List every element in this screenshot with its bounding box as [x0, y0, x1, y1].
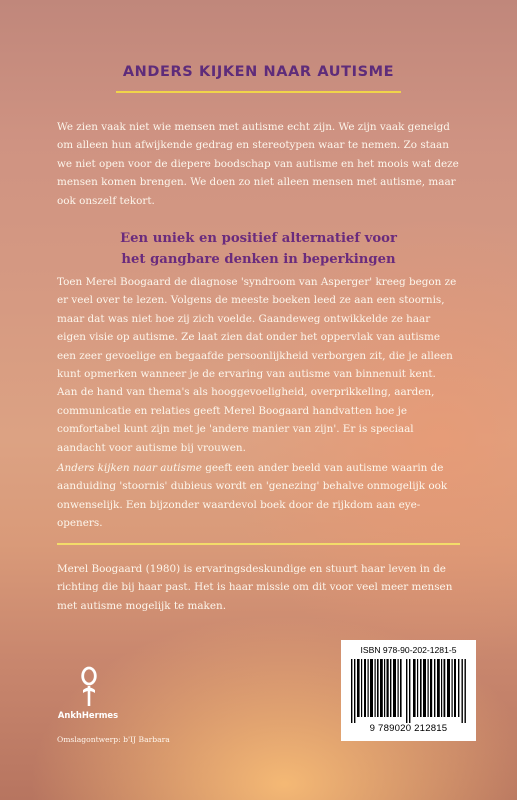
cover-design-credit: Omslagontwerp: b'IJ Barbara: [57, 735, 170, 744]
body-section: [57, 273, 461, 457]
ankhhermes-logo-icon: [80, 666, 98, 708]
body-paragraph-1: Toen Merel Boogaard de diagnose 'syndroom van Asperger' kreeg begon ze er veel over te lezen. Volgens de meeste boeken leed ze aan een stoornis, maar dat was niet hoe zij zich voelde. Gaandeweg ontwikkelde ze haar eigen visie op autisme. Ze laat zien dat onder het oppervlak van autisme een zeer gevoelige en begaafde persoonlijkheid verborgen zit, die je alleen kunt opmerken wanneer je de ervaring van autisme van binnenuit kent.: [57, 276, 457, 381]
body-paragraph-3-text: geeft een ander beeld van autisme waarin de aanduiding 'stoornis' dubieus wordt en 'genezing' behalve onmogelijk ook onwenselijk. Een bijzonder waardevol boek door de rijkdom aan eye-openers.: [57, 462, 448, 530]
body-paragraph-3: [57, 459, 461, 533]
barcode-bars-icon: [351, 659, 466, 723]
body-paragraph-2: Aan de hand van thema's als hooggevoeligheid, overprikkeling, aarden, communicatie en relaties geeft Merel Boogaard handvatten hoe je comfortabel kunt zijn met je 'andere manier van zijn'. Er is speciaal aandacht voor autisme bij vrouwen.: [57, 386, 435, 454]
subtitle-line-2: het gangbare denken in beperkingen: [121, 252, 396, 267]
isbn-number: ISBN 978-90-202-1281-5: [360, 645, 457, 655]
subtitle: [30, 228, 487, 270]
barcode: [341, 640, 476, 741]
bio-divider: [57, 543, 460, 545]
publisher-name: AnkhHermes: [57, 710, 119, 720]
barcode-digits: 9 789020 212815: [369, 723, 448, 734]
book-title-italic: Anders kijken naar autisme: [57, 462, 202, 474]
author-bio: Merel Boogaard (1980) is ervaringsdeskundige en stuurt haar leven in de richting die bij haar past. Het is haar missie om dit voor veel meer mensen met autisme mogelijk te maken.: [57, 563, 453, 612]
book-title: ANDERS KIJKEN NAAR AUTISME: [122, 64, 395, 80]
subtitle-line-1: Een uniek en positief alternatief voor: [120, 231, 397, 246]
intro-paragraph: We zien vaak niet wie mensen met autisme echt zijn. We zijn vaak geneigd om alleen hun afwijkende gedrag en stereotypen waar te nemen. Zo staan we niet open voor de diepere boodschap van autisme en het moois wat deze mensen komen brengen. We doen zo niet alleen mensen met autisme, maar ook onszelf tekort.: [57, 121, 459, 207]
title-divider: [116, 91, 401, 93]
